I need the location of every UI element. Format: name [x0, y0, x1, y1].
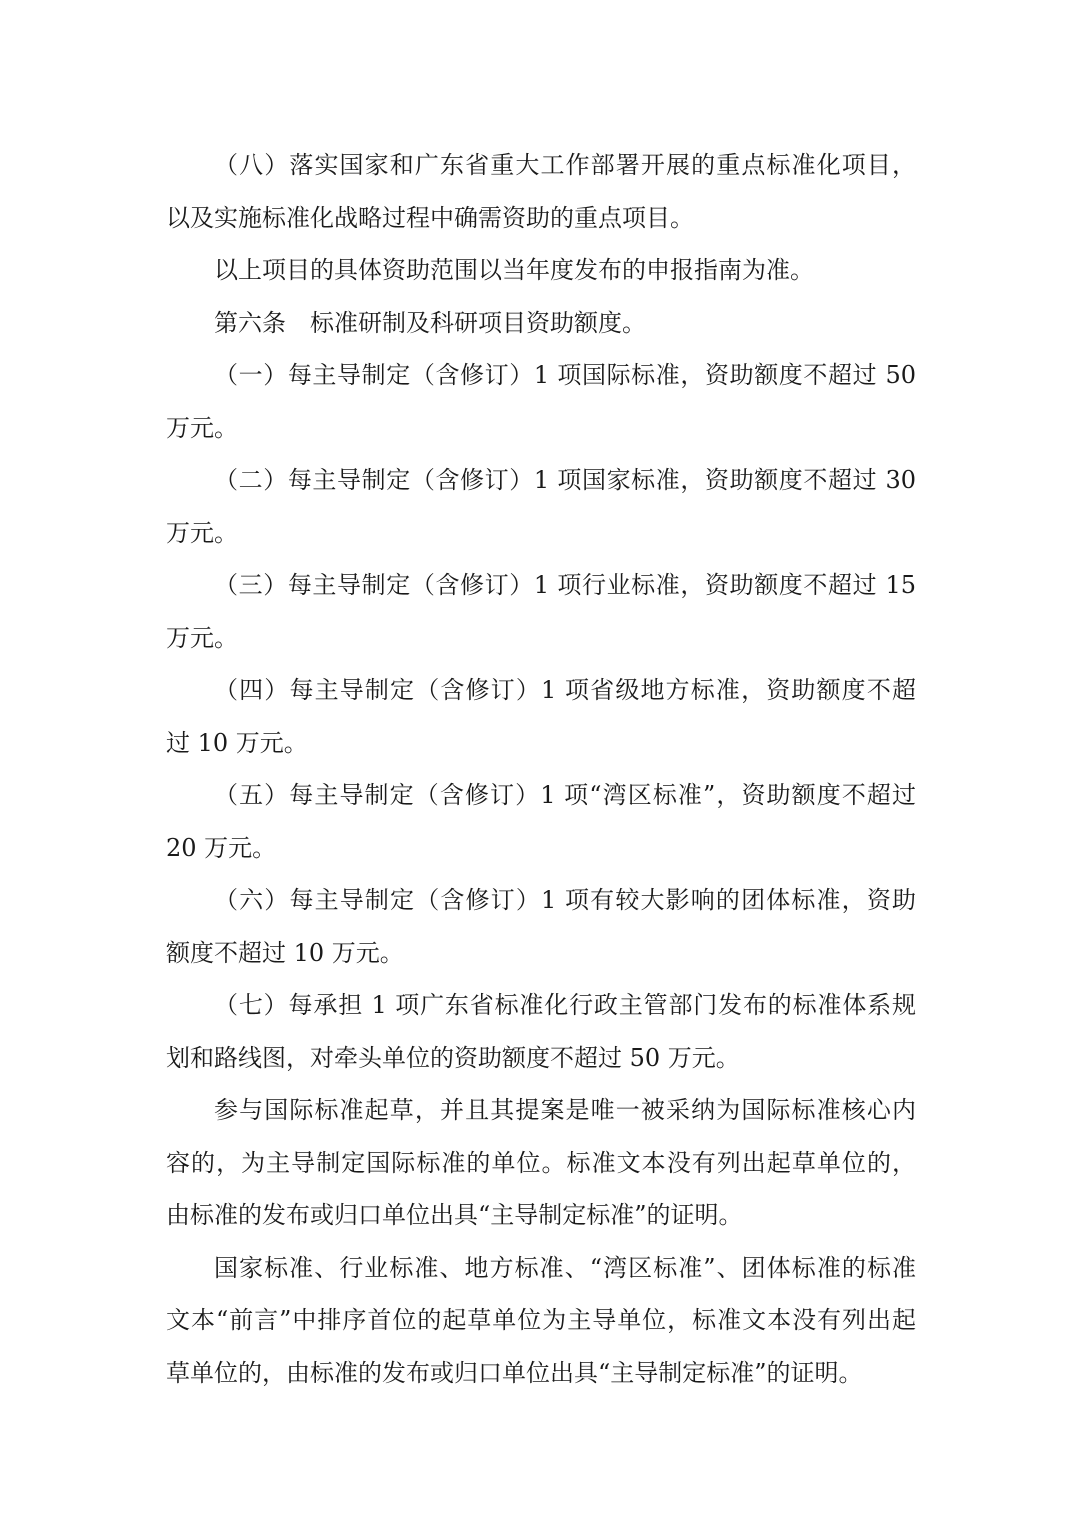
lead-unit-para-line-2: 文本“前言”中排序首位的起草单位为主导单位，标准文本没有列出起: [166, 1306, 916, 1334]
intl-standard-para-line-2: 容的，为主导制定国际标准的单位。标准文本没有列出起草单位的，: [166, 1149, 916, 1177]
item-6-line-2: 额度不超过 10 万元。: [166, 939, 404, 967]
item-2-line-2: 万元。: [166, 519, 238, 547]
item-1-line-2: 万元。: [166, 414, 238, 442]
lead-unit-para-line-3: 草单位的，由标准的发布或归口单位出具“主导制定标准”的证明。: [166, 1359, 863, 1387]
item-5-line-2: 20 万元。: [166, 834, 277, 862]
intl-standard-para-line-1: 参与国际标准起草，并且其提案是唯一被采纳为国际标准核心内: [214, 1096, 916, 1124]
item-5-line-1: （五）每主导制定（含修订）1 项“湾区标准”，资助额度不超过: [214, 781, 916, 809]
item-3-line-2: 万元。: [166, 624, 238, 652]
item-4-line-1: （四）每主导制定（含修订）1 项省级地方标准，资助额度不超: [214, 676, 916, 704]
intl-standard-para-line-3: 由标准的发布或归口单位出具“主导制定标准”的证明。: [166, 1201, 743, 1229]
item-1-line-1: （一）每主导制定（含修订）1 项国际标准，资助额度不超过 50: [214, 361, 916, 389]
item-7-line-1: （七）每承担 1 项广东省标准化行政主管部门发布的标准体系规: [214, 991, 916, 1019]
item-3-line-1: （三）每主导制定（含修订）1 项行业标准，资助额度不超过 15: [214, 571, 916, 599]
item-7-line-2: 划和路线图，对牵头单位的资助额度不超过 50 万元。: [166, 1044, 740, 1072]
lead-unit-para-line-1: 国家标准、行业标准、地方标准、“湾区标准”、团体标准的标准: [214, 1254, 916, 1282]
scope-note: 以上项目的具体资助范围以当年度发布的申报指南为准。: [214, 256, 814, 284]
item-6-line-1: （六）每主导制定（含修订）1 项有较大影响的团体标准，资助: [214, 886, 916, 914]
article-6-heading: 第六条 标准研制及科研项目资助额度。: [214, 309, 646, 337]
item-4-line-2: 过 10 万元。: [166, 729, 308, 757]
paragraph-8-line-1: （八）落实国家和广东省重大工作部署开展的重点标准化项目，: [214, 151, 916, 179]
item-2-line-1: （二）每主导制定（含修订）1 项国家标准，资助额度不超过 30: [214, 466, 916, 494]
paragraph-8-line-2: 以及实施标准化战略过程中确需资助的重点项目。: [166, 204, 694, 232]
